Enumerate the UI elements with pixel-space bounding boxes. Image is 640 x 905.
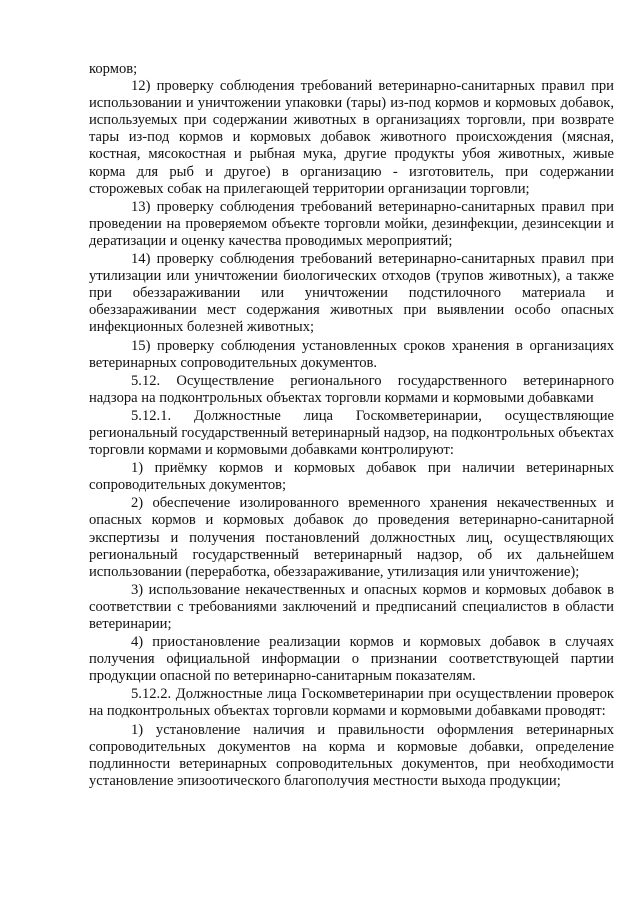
- paragraph-control-item-1: 1) приёмку кормов и кормовых добавок при наличии ветеринарных сопроводительных документов;: [89, 460, 614, 494]
- paragraph-continuation: кормов;: [89, 61, 138, 77]
- paragraph-item-13: 13) проверку соблюдения требований ветеринарно-санитарных правил при проведении на проверяемом объекте торговли мойки, дезинфекции, дезинсекции и дератизации и оценку качества проводимых мероприятий;: [89, 198, 614, 249]
- paragraph-5-12-1: 5.12.1. Должностные лица Госкомветеринарии, осуществляющие региональный государственный ветеринарный надзор, на подконтрольных объектах торговли кормами и кормовыми добавками контролируют:: [89, 407, 614, 459]
- paragraph-control-item-2: 2) обеспечение изолированного временного хранения некачественных и опасных кормов и кормовых добавок до проведения ветеринарно-санитарной экспертизы и получения постановлений должностных лиц, осуществляющих региональный государственный ветеринарный надзор, об их дальнейшем использовании (переработка, обеззараживание, утилизация или уничтожение);: [89, 495, 614, 580]
- paragraph-item-14: 14) проверку соблюдения требований ветеринарно-санитарных правил при утилизации или уничтожении биологических отходов (трупов животных), а также при обеззараживании или уничтожении подстилочного материала и обеззараживании мест содержания животных при выявлении особо опасных инфекционных болезней животных;: [89, 251, 614, 336]
- paragraph-item-12: 12) проверку соблюдения требований ветеринарно-санитарных правил при использовании и уничтожении упаковки (тары) из-под кормов и кормовых добавок, используемых при содержании животных в организациях торговли, при возврате тары из-под кормов и кормовых добавок животного происхождения (мясная, костная, мясокостная и рыбная мука, другие продукты убоя животных, живые корма для рыб и другое) в организацию - изготовитель, при содержании сторожевых собак на прилегающей территории организации торговли;: [89, 78, 614, 197]
- paragraph-5-12-2: 5.12.2. Должностные лица Госкомветеринарии при осуществлении проверок на подконтрольных объектах торговли кормами и кормовыми добавками проводят:: [89, 686, 614, 720]
- paragraph-control-item-4: 4) приостановление реализации кормов и кормовых добавок в случаях получения официальной информации о признании соответствующей партии продукции опасной по ветеринарно-санитарным показателям.: [89, 634, 614, 685]
- paragraph-control-item-3: 3) использование некачественных и опасных кормов и кормовых добавок в соответствии с требованиями заключений и предписаний специалистов в области ветеринарии;: [89, 581, 614, 632]
- document-page: [89, 61, 614, 790]
- paragraph-item-15: 15) проверку соблюдения установленных сроков хранения в организациях ветеринарных сопроводительных документов.: [89, 337, 614, 371]
- section-heading-5-12: 5.12. Осуществление регионального государственного ветеринарного надзора на подконтрольных объектах торговли кормами и кормовыми добавками: [89, 372, 614, 406]
- paragraph-inspection-item-1: 1) установление наличия и правильности оформления ветеринарных сопроводительных документов на корма и кормовые добавки, определение подлинности ветеринарных сопроводительных документов, при необходимости установление эпизоотического благополучия местности выхода продукции;: [89, 721, 614, 789]
